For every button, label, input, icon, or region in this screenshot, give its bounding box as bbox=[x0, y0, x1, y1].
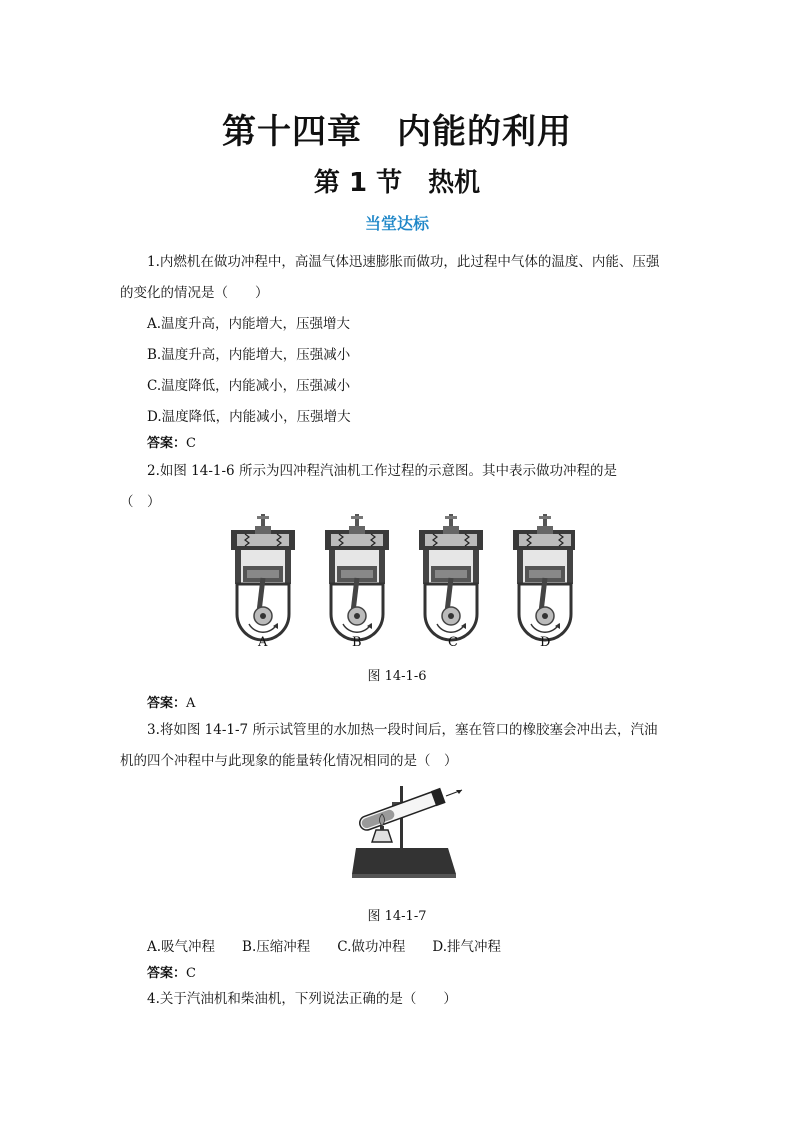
answer-label: 答案： bbox=[147, 966, 187, 981]
q4-stem-line1: 4.关于汽油机和柴油机，下列说法正确的是（ ） bbox=[147, 991, 457, 1007]
q1-option-d: D.温度降低，内能减小，压强增大 bbox=[147, 409, 351, 425]
test-tube-figure bbox=[350, 782, 465, 882]
q2-stem-line1: 2.如图 14-1-6 所示为四冲程汽油机工作过程的示意图。其中表示做功冲程的是 bbox=[147, 463, 617, 479]
engine-figure bbox=[225, 512, 575, 660]
q2-figure-caption: 图 14-1-6 bbox=[367, 669, 427, 684]
q2-answer bbox=[147, 692, 195, 711]
q1-option-c: C.温度降低，内能减小，压强减小 bbox=[147, 378, 351, 394]
chapter-title: 第十四章 内能的利用 bbox=[222, 112, 572, 152]
answer-label: 答案： bbox=[147, 436, 187, 451]
q1-answer bbox=[147, 432, 196, 451]
q1-option-b: B.温度升高，内能增大，压强减小 bbox=[147, 347, 351, 363]
subsection-title: 当堂达标 bbox=[364, 214, 429, 233]
figure-label-b: B bbox=[352, 635, 362, 650]
q1-stem-line1: 1.内燃机在做功冲程中，高温气体迅速膨胀而做功，此过程中气体的温度、内能、压强 bbox=[147, 254, 660, 270]
q1-option-a: A.温度升高，内能增大，压强增大 bbox=[147, 316, 351, 332]
q3-answer bbox=[147, 962, 196, 981]
figure-label-c: C bbox=[448, 635, 458, 650]
answer-value: C bbox=[186, 436, 196, 451]
answer-value: C bbox=[186, 966, 196, 981]
answer-value: A bbox=[186, 696, 196, 711]
figure-label-d: D bbox=[540, 635, 551, 650]
figure-label-a: A bbox=[258, 635, 268, 650]
q3-figure-caption: 图 14-1-7 bbox=[367, 909, 427, 924]
q3-stem-line2: 机的四个冲程中与此现象的能量转化情况相同的是（ ） bbox=[120, 753, 458, 769]
answer-label: 答案： bbox=[147, 696, 187, 711]
section-title: 第 1 节 热机 bbox=[313, 168, 481, 198]
q3-options: A.吸气冲程 B.压缩冲程 C.做功冲程 D.排气冲程 bbox=[147, 939, 502, 955]
q2-stem-line2: （ ） bbox=[120, 494, 161, 510]
q3-stem-line1: 3.将如图 14-1-7 所示试管里的水加热一段时间后，塞在管口的橡胶塞会冲出去，汽油 bbox=[147, 722, 658, 738]
q1-stem-line2: 的变化的情况是（ ） bbox=[120, 285, 269, 301]
